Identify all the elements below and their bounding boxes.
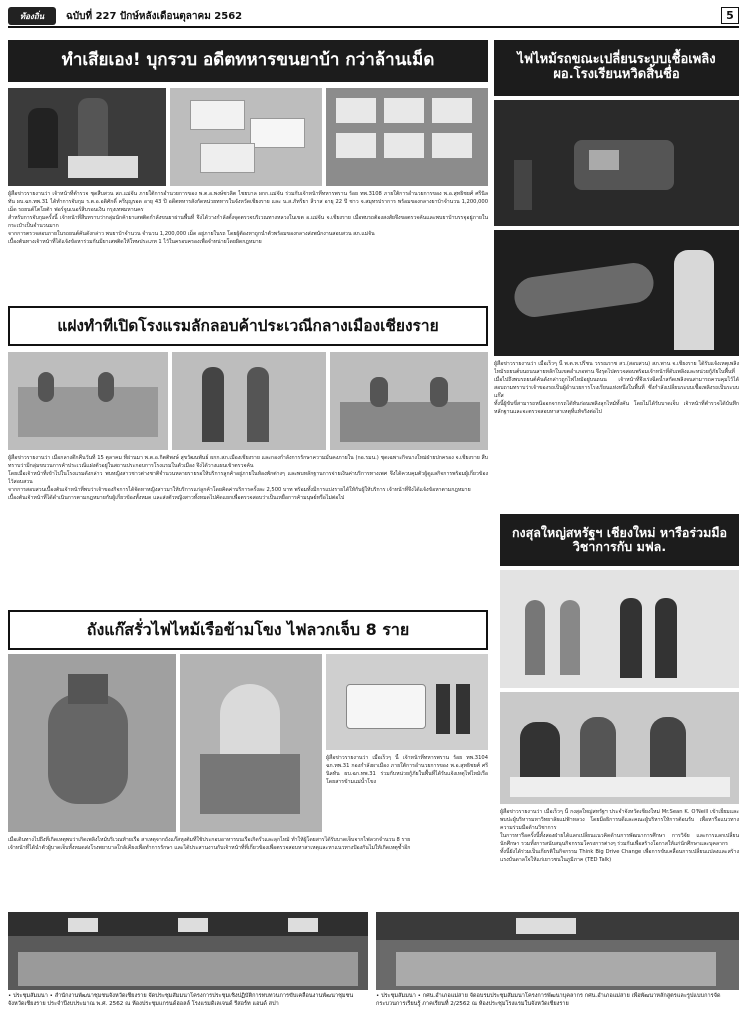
article-drugs (8, 190, 488, 298)
paragraph: ผู้สื่อข่าวรายงานว่า เมื่อเร็วๆ นี้ กงสุลใหญ่สหรัฐฯ ประจำจังหวัดเชียงใหม่ Mr.Sean K. O'Neill เข้าเยี่ยมและพบปะผู้บริหารมหาวิทยาลัยแม่ฟ้าหลวง โดยมีอธิการบดีและคณะผู้บริหารให้การต้อนรับ เพื่อหารือแนวทางความร่วมมือด้านวิชาการ (500, 809, 739, 832)
article-gas-boat-continued (8, 836, 488, 904)
photo-consul-handshake (500, 570, 739, 688)
photo-hotel-room (330, 352, 488, 450)
paragraph: เบื้องต้นทางเจ้าหน้าที่ได้แจ้งข้อหาร่วมกันมียาเสพติดให้โทษประเภท 1 ไว้ในครอบครองเพื่อจำหน่ายโดยผิดกฎหมาย (8, 239, 262, 246)
photo-injured-child (180, 654, 322, 832)
headline-gas-boat: ถังแก๊สรั่วไฟไหม้เรือข้ามโขง ไฟลวกเจ็บ 8 ราย (8, 610, 488, 650)
photo-hotel-officers (172, 352, 326, 450)
paragraph: เบื้องต้นเจ้าหน้าที่ได้ดำเนินการตามกฎหมายกับผู้เกี่ยวข้องทั้งหมด และส่งตัวหญิงสาวทั้งหมดไปคัดแยกเพื่อตรวจสอบว่าเป็นเหยื่อการค้ามนุษย์หรือไม่ต่อไป (8, 495, 345, 502)
article-us-consul (500, 808, 739, 906)
paragraph: จากการสอบสวนเบื้องต้นเจ้าหน้าที่พบว่าเจ้าของกิจการได้จัดหาหญิงสาวมาให้บริการแก่ลูกค้าโดยคิดค่าบริการครั้งละ 2,500 บาท พร้อมทั้งมีการแบ่งรายได้ให้กับผู้ให้บริการ เจ้าหน้าที่จึงได้แจ้งข้อหาตามกฎหมาย (8, 487, 471, 494)
article-hotel (8, 454, 488, 602)
article-gas-boat (326, 754, 488, 834)
photo-consul-meeting (500, 692, 739, 804)
paragraph: ทั้งนี้ผู้ขับขี่สามารถหนีออกจากรถได้ทันก่อนเพลิงลุกไหม้ทั้งคัน โดยไม่ได้รับบาดเจ็บ เจ้าหน้าที่ตำรวจได้บันทึกหลักฐานและจะตรวจสอบหาสาเหตุที่แท้จริงต่อไป (494, 401, 739, 416)
headline-fire-school: ไฟไหม้รถขณะเปลี่ยนระบบเชื้อเพลิง ผอ.โรงเรียนหวิดสิ้นชื่อ (494, 40, 739, 96)
paragraph: ผู้สื่อข่าวรายงานว่า เมื่อเร็วๆ นี้ พ.ต.ท.ปรีชน วรรณราช สว.(สอบสวน) สภ.พาน จ.เชียงราย ได้รับแจ้งเหตุเพลิงไหม้รถยนต์บนถนนสายหลักในเขตอำเภอพาน จึงรุดไปตรวจสอบพร้อมเจ้าหน้าที่ดับเพลิงและหน่วยกู้ภัยในพื้นที่ (494, 361, 739, 376)
paragraph: ผู้สื่อข่าวรายงานว่า เมื่อเร็วๆ นี้ เจ้าหน้าที่ทหารพราน ร้อย ทพ.3104 ฉก.ทพ.31 กองกำลังผาเมือง ภายใต้การอำนวยการของ พ.อ.สุทธิชยศ์ ศรีนิลทัน ผบ.ฉก.ทพ.31 ร่วมกับหน่วยกู้ภัยในพื้นที่ได้รับแจ้งเหตุไฟไหม้เรือโดยสารข้ามแม่น้ำโขง (326, 755, 488, 786)
paragraph: ในการหารือครั้งนี้ทั้งสองฝ่ายได้แลกเปลี่ยนแนวคิดด้านการพัฒนาการศึกษา การวิจัย และการแลกเปลี่ยนนักศึกษา รวมทั้งการสนับสนุนกิจกรรมโครงการต่างๆ ร่วมกันเพื่อสร้างโอกาสให้แก่นักศึกษาและบุคลากร (500, 833, 739, 848)
paragraph: สำหรับการจับกุมครั้งนี้ เจ้าหน้าที่สืบทราบว่ากลุ่มนักค้ายาเสพติดกำลังขนยาผ่านพื้นที่ จึงได้วางกำลังตั้งจุดตรวจบริเวณทางหลวงในเขต อ.แม่จัน จ.เชียงราย เมื่อพบรถต้องสงสัยจึงขอตรวจค้นและพบยาบ้าบรรจุอยู่ภายในกระเป๋าเป็นจำนวนมาก (8, 215, 488, 230)
paragraph: ผู้สื่อข่าวรายงานว่า เจ้าหน้าที่ตำรวจ ชุดสืบสวน สภ.แม่จัน ภายใต้การอำนวยการของ พ.ต.อ.พงษ์ชวลิต ไชยบาล ผกก.แม่จัน ร่วมกับเจ้าหน้าที่ทหารพราน ร้อย ทพ.3108 ภายใต้การอำนวยการของ พ.อ.สุทธิชยศ์ ศรีนิลทัน ผบ.ฉก.ทพ.31 ได้ทำการจับกุม ร.ต.อ.อดิศักดิ์ ครีบุญรอด อายุ 43 ปี อดีตทหารสังกัดหน่วยทหารในจังหวัดเชียงราย และ น.ส.ภัทรียา สีวาส อายุ 22 ปี ชาว จ.สมุทรปราการ พร้อมของกลางยาบ้าจำนวน 1,200,000 เม็ด รถยนต์โตโยต้า ฟอร์จูนเนอร์สีบรอนเงิน กรุงเทพมหานคร (8, 191, 488, 214)
photo-fire-fighter (494, 230, 739, 356)
paragraph: เจ้าหน้าที่ได้นำตัวผู้บาดเจ็บทั้งหมดส่งโรงพยาบาลใกล้เคียงเพื่อทำการรักษา และได้ประสานงานกับเจ้าหน้าที่ที่เกี่ยวข้องเพื่อตรวจสอบหาสาเหตุและหาแนวทางป้องกันไม่ให้เกิดเหตุซ้ำอีก (8, 845, 411, 852)
article-fire-school (494, 360, 739, 500)
photo-drugs-evidence (326, 88, 488, 186)
photo-seminar-left (8, 912, 368, 990)
paragraph: เมื่อเดินทางไปถึงที่เกิดเหตุพบว่าเกิดเพลิงไหม้บริเวณท้ายเรือ สาเหตุจากถังแก๊สหุงต้มที่ใช้ประกอบอาหารบนเรือเกิดรั่วและลุกไหม้ ทำให้ผู้โดยสารได้รับบาดเจ็บจากไฟลวกจำนวน 8 ราย (8, 837, 411, 843)
page-number: 5 (721, 7, 739, 24)
caption-seminar-right: • ประชุมสัมมนา • กศน.อำเภอแม่สาย จัดอบรมประชุมสัมมนาโครงการพัฒนาบุคลากร กศน.อำเภอแม่สาย เพื่อพัฒนาหลักสูตรและรูปแบบการจัดกระบวนการเรียนรู้ ภาคเรียนที่ 2/2562 ณ ห้องประชุมโรงแรมในจังหวัดเชียงราย (376, 993, 721, 1008)
photo-ambulance (326, 654, 488, 750)
photo-seminar-right (376, 912, 739, 990)
photo-drugs-packages (170, 88, 322, 186)
paragraph: ทั้งนี้ยังได้ร่วมเป็นเกียรติในกิจกรรม Think Big Drive Change เพื่อการขับเคลื่อนการเปลี่ยนแปลงและสร้างแรงบันดาลใจให้แก่เยาวชนในภูมิภาค (TED Talk) (500, 849, 739, 864)
headline-hotel: แฝงทำทีเปิดโรงแรมลักลอบค้าประเวณีกลางเมืองเชียงราย (8, 306, 488, 346)
paragraph: ผู้สื่อข่าวรายงานว่า เมื่อกลางดึกคืนวันที่ 15 ตุลาคม ที่ผ่านมา พ.ต.อ.กิตติพงษ์ สุขวัฒนพันธ์ ผกก.สภ.เมืองเชียงราย และกองกำลังการรักษาความมั่นคงภายใน (กอ.รมน.) ชุดเฉพาะกิจนางใหม่ฝ่ายปกครอง จ.เชียงราย สืบทราบว่ามีกลุ่มขบวนการค้าประเวณีแฝงตัวอยู่ในสถานประกอบการโรงแรมในตัวเมือง จึงได้วางแผนเข้าตรวจค้น (8, 455, 488, 470)
issue-line: ฉบับที่ 227 ปักษ์หลังเดือนตุลาคม 2562 (66, 10, 243, 22)
photo-fire-car (494, 100, 739, 226)
paragraph: โดยเมื่อเจ้าหน้าที่เข้าไปในโรงแรมดังกล่าว พบหญิงสาวชาวต่างชาติจำนวนหลายรายรอให้บริการลูกค้าอยู่ภายในห้องพักต่างๆ และพบหลักฐานการจ่ายเงินค่าบริการทางเพศ จึงได้ควบคุมตัวผู้ดูแลกิจการพร้อมผู้เกี่ยวข้องไว้สอบสวน (8, 471, 488, 486)
masthead-logo: ท้องถิ่น (8, 7, 56, 25)
photo-drugs-arrest (8, 88, 166, 186)
caption-seminar-left: • ประชุมสัมมนา • สำนักงานพัฒนาชุมชนจังหวัดเชียงราย จัดประชุมสัมมนาโครงการประชุมเชิงปฏิบัติการทบทวนการขับเคลื่อนงานพัฒนาชุมชนจังหวัดเชียงราย ประจำปีงบประมาณ พ.ศ. 2562 ณ ห้องประชุมแกรนด์ฮอลล์ โรงแรมดิเลเจนด์ รีสอร์ท แอนด์ สปา (8, 993, 354, 1008)
paragraph: เมื่อไปถึงพบรถยนต์คันดังกล่าวถูกไฟไหม้อยู่บนถนน เจ้าหน้าที่จึงเร่งฉีดน้ำสกัดเพลิงจนสามารถควบคุมไว้ได้ สอบถามทราบว่าเจ้าของรถเป็นผู้อำนวยการโรงเรียนแห่งหนึ่งในพื้นที่ ซึ่งกำลังเปลี่ยนระบบเชื้อเพลิงรถเป็นระบบแก๊ส (494, 377, 739, 400)
paragraph: จากการตรวจสอบภายในรถยนต์คันดังกล่าว พบยาบ้าจำนวน จำนวน 1,200,000 เม็ด อยู่ภายในรถ โดยผู้ต้องหาถูกนำตัวพร้อมของกลางส่งพนักงานสอบสวน สภ.แม่จัน (8, 231, 375, 238)
page-header (8, 6, 739, 28)
photo-gas-tank (8, 654, 176, 832)
headline-drugs: ทำเสียเอง! บุกรวบ อดีตทหารขนยาบ้า กว่าล้านเม็ด (8, 40, 488, 82)
photo-hotel-women (8, 352, 168, 450)
headline-us-consul: กงสุลใหญ่สหรัฐฯ เชียงใหม่ หารือร่วมมือวิชาการกับ มฟล. (500, 514, 739, 566)
